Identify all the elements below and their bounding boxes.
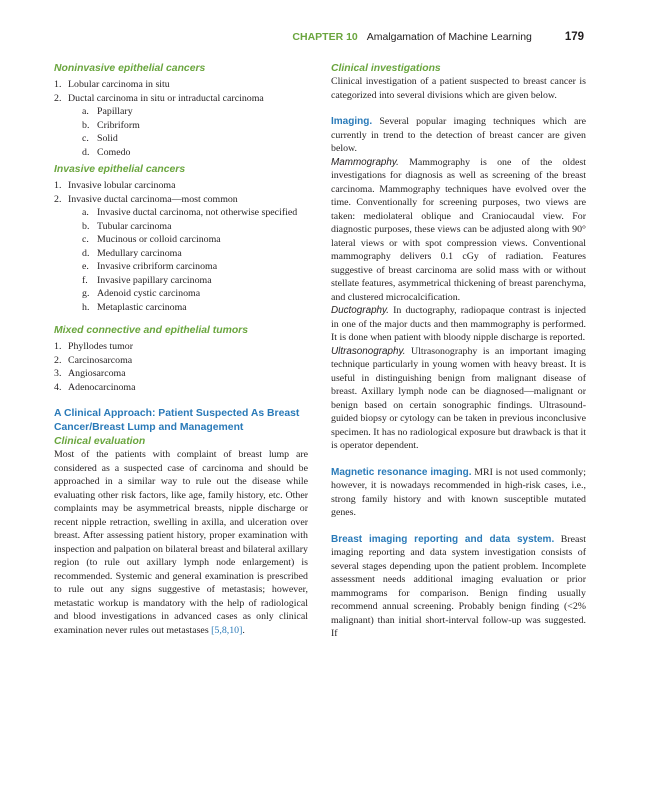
mixed-list: [54, 340, 308, 394]
list-item: 1. Phyllodes tumor: [54, 341, 134, 352]
list-item: e. Invasive cribriform carcinoma: [82, 261, 218, 272]
citation-link[interactable]: [5,8,10]: [211, 624, 243, 636]
list-item: c. Solid: [82, 133, 118, 144]
list-item: f. Invasive papillary carcinoma: [82, 274, 212, 286]
ductography-label: Ductography.: [331, 305, 390, 316]
list-item: 4. Adenocarcinoma: [54, 381, 136, 393]
list-item: 2. Invasive ductal carcinoma—most common a. Invasive ductal carcinoma, not otherwise specified b. Tubular carcinoma c. Mucinous or colloid carcinoma d. Medullary carcinoma e. Invasive cribriform carcinoma f. Invasive papillary carcinoma g. Adenoid cystic carcinoma h. Metaplastic carcinoma: [54, 193, 308, 315]
birads-paragraph: Breast imaging reporting and data system. Breast imaging reporting and data system investigation consists of several stages depending upon the patient problem. Incomplete assessment needs additional imaging evaluation or prior mammograms for comparison. Benign finding usually recommend annual screening. Probably benign finding (<2% malignant) than initial short-interval follow-up was suggested. If: [331, 533, 586, 639]
list-item: h. Metaplastic carcinoma: [82, 301, 187, 313]
list-item: g. Adenoid cystic carcinoma: [82, 288, 201, 299]
invasive-sublist: [68, 206, 308, 314]
noninvasive-list: [54, 78, 308, 159]
invasive-heading: Invasive epithelial cancers: [54, 164, 186, 175]
clinical-investigations-text: Clinical investigation of a patient suspected to breast cancer is categorized into several divisions which are given below.: [331, 76, 586, 101]
mammography-paragraph: Mammography. Mammography is one of the oldest investigations for diagnosis as well as screening of the breast carcinoma. Mammography techniques have evolved over the time. Conventionally for screening purposes, two views are taken: mediolateral oblique and Craniocaudal view. For diagnostic purposes, these views can be adjusted along with 90° lateral views or with spot compression views. Conventional mammography delivers 0.1 cGy of radiation. Features suggestive of breast carcinoma are solid mass with or without stellate features, asymmetrical thickening of breast parenchyma, and clustered microcalcification.: [331, 156, 586, 303]
noninvasive-heading: Noninvasive epithelial cancers: [54, 63, 206, 74]
page-number: 179: [564, 31, 584, 43]
list-item: d. Medullary carcinoma: [82, 247, 182, 259]
list-item: 2. Carcinosarcoma: [54, 354, 133, 366]
imaging-label: Imaging.: [331, 116, 373, 127]
chapter-title: Amalgamation of Machine Learning: [366, 31, 532, 43]
list-item: 1. Invasive lobular carcinoma: [54, 180, 176, 191]
ultrasonography-paragraph: Ultrasonography. Ultrasonography is an important imaging technique particularly in young women with heavy breast. It is useful in distinguishing benign from malignant disease of breast. Axillary lymph node can be diagnosed—malignant or benign based on certain sonographic findings. Ultrasound-guided biopsy or cytology can be taken in previous inconclusive specimen. It has no radiological exposure but drawback is that it is operator dependent.: [331, 345, 586, 451]
clinical-evaluation-heading: Clinical evaluation: [54, 436, 146, 447]
list-item: d. Comedo: [82, 146, 131, 158]
right-column: [331, 62, 586, 641]
list-item: b. Cribriform: [82, 119, 140, 131]
mixed-heading: Mixed connective and epithelial tumors: [54, 325, 249, 336]
list-item: c. Mucinous or colloid carcinoma: [82, 234, 221, 245]
birads-label: Breast imaging reporting and data system.: [331, 533, 555, 545]
mri-label: Magnetic resonance imaging.: [331, 466, 472, 478]
noninvasive-sublist: [68, 105, 308, 159]
list-item: b. Tubular carcinoma: [82, 220, 172, 232]
imaging-paragraph: Imaging. Several popular imaging techniques which are currently in trend to the detection of breast cancer are given below.: [331, 116, 586, 154]
list-item: a. Invasive ductal carcinoma, not otherwise specified: [82, 207, 298, 218]
mammography-label: Mammography.: [331, 156, 399, 168]
invasive-list: [54, 179, 308, 314]
mri-paragraph: Magnetic resonance imaging. MRI is not used commonly; however, it is nowadays recommended in high-risk cases, i.e., strong family history and with known susceptible mutated genes.: [331, 466, 586, 518]
clinical-investigations-heading: Clinical investigations: [331, 63, 441, 74]
ultrasonography-label: Ultrasonography.: [331, 345, 406, 357]
section-heading: A Clinical Approach: Patient Suspected As Breast Cancer/Breast Lump and Management: [54, 408, 300, 433]
list-item: 3. Angiosarcoma: [54, 368, 126, 379]
chapter-label: CHAPTER 10: [292, 31, 358, 43]
list-item: a. Papillary: [82, 106, 133, 117]
list-item: 2. Ductal carcinoma in situ or intraductal carcinoma a. Papillary b. Cribriform c. Solid d. Comedo: [54, 92, 308, 160]
left-column: [54, 62, 308, 637]
ductography-paragraph: Ductography. In ductography, radiopaque contrast is injected in one of the major ducts and then mammography is performed. It is done when patient with bloody nipple discharge is reported.: [331, 305, 586, 343]
running-header: [292, 31, 584, 43]
clinical-evaluation-text: Most of the patients with complaint of breast lump are considered as a suspected case of carcinoma and should be approached in a similar way to rule out the disease while evaluating other risk factors, like age, family history, etc. Other complaints may be asymmetrical breasts, nipple discharge or recent nipple retraction, swelling in axilla, and ulceration over breast. After assessing patient history, proper examination with inspection and palpation on bilateral breast and bilateral axillary region (to rule out axillary lymph node enlargement) is recommended. Systemic and general examination is prescribed to rule out any signs suggestive of metastasis; however, metastatic workup is mandatory with the help of radiological and blood investigations in advanced cases as only clinical examination never rules out metastases [5,8,10].: [54, 449, 308, 636]
list-item: 1. Lobular carcinoma in situ: [54, 79, 170, 90]
